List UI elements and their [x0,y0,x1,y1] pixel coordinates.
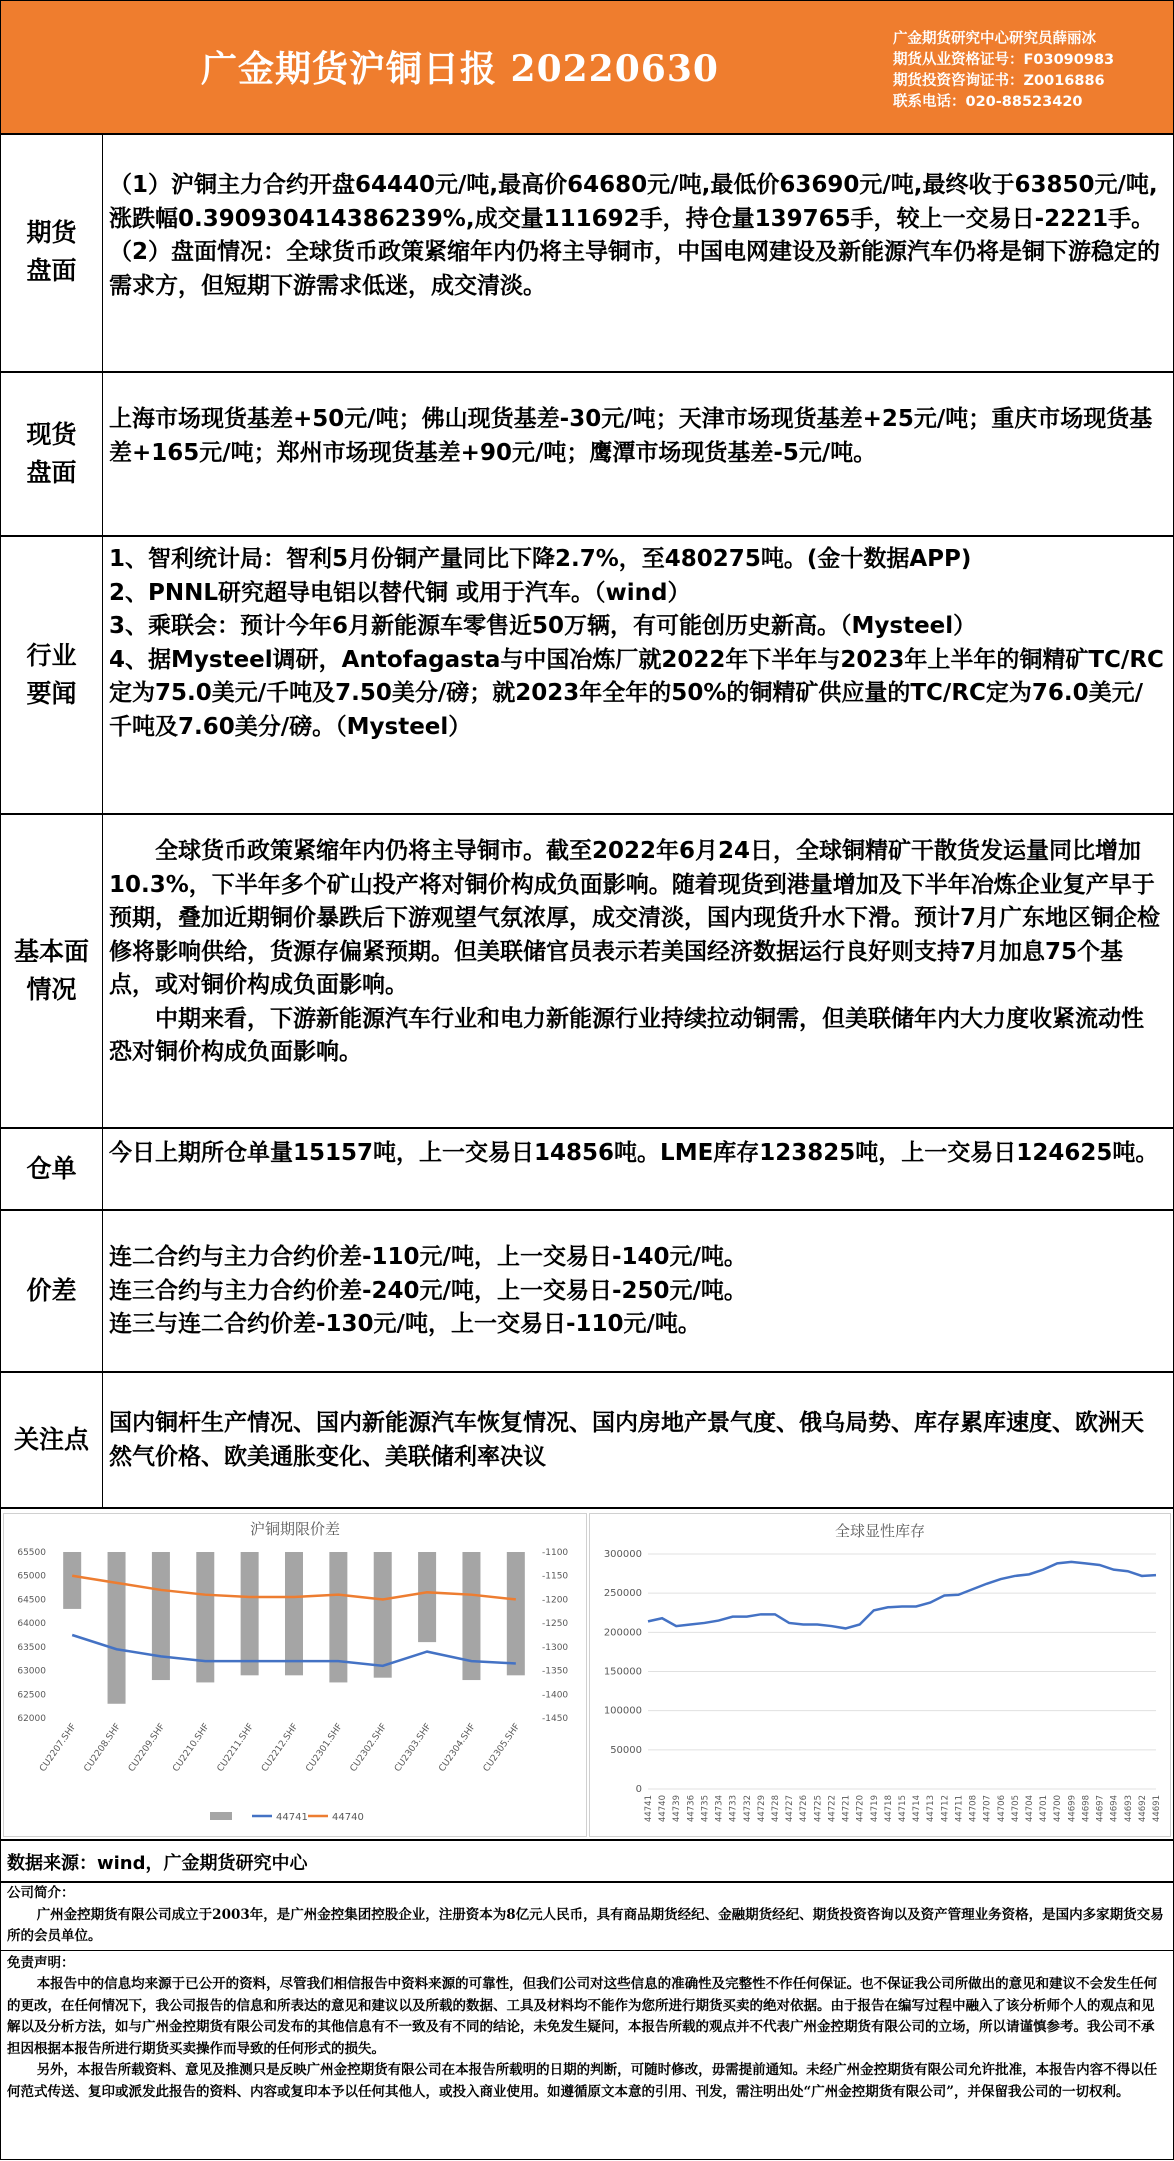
futures-paragraph: （2）盘面情况：全球货币政策紧缩年内仍将主导铜市，中国电网建设及新能源汽车仍将是铜下游稳定的需求方，但短期下游需求低迷，成交清淡。 [109,239,1161,299]
category-tick-label: CU2304.SHF [437,1721,478,1774]
spread-bar [108,1552,126,1704]
x-tick-label: 44700 [1053,1795,1064,1823]
y-tick-label: 0 [635,1784,642,1795]
x-tick-label: 44739 [672,1795,683,1823]
report-title: 广金期货沪铜日报 20220630 [201,48,719,90]
inventory-line [648,1562,1156,1629]
right-tick-label: -1300 [542,1642,569,1653]
spread-line: 连二合约与主力合约价差-110元/吨，上一交易日-140元/吨。 [109,1244,747,1270]
disclaimer-paragraph: 另外，本报告所载资料、意见及推测只是反映广州金控期货有限公司在本报告所载明的日期的判断，可随时修改，毋需提前通知。未经广州金控期货有限公司允许批准，本报告内容不得以任何范式传送、复印或派发此报告的资料、内容或复印本予以任何其他人，或投入商业使用。如遵循原文本意的引用、刊发，需注明出处“广州金控期货有限公司”，并保留我公司的一切权利。 [7,2062,1158,2100]
global-inventory-chart [589,1513,1171,1837]
left-tick-label: 62000 [17,1714,46,1724]
x-tick-label: 44732 [742,1795,753,1823]
section-fundamentals [1,815,1173,1129]
fundamentals-paragraph: 中期来看，下游新能源汽车行业和电力新能源行业持续拉动铜需，但美联储年内大力度收紧流动性恐对铜价构成负面影响。 [109,1005,1144,1065]
disclaimer-paragraph: 本报告中的信息均来源于已公开的资料，尽管我们相信报告中资料来源的可靠性，但我们公司对这些信息的准确性及完整性不作任何保证。也不保证我公司所做出的意见和建议不会发生任何的更改，在任何情况下，我公司报告的信息和所表达的意见和建议以及所载的数据、工具及材料均不能作为您所进行期货买卖的绝对依据。由于报告在编写过程中融入了该分析师个人的观点和见解以及分析方法，如与广州金控期货有限公司发布的其他信息有不一致及有不同的结论，未免发生疑问，本报告所载的观点并不代表广州金控期货有限公司的立场，所以请谨慎参考。我公司不承担因根据本报告所进行期货买卖操作而导致的任何形式的损失。 [7,1976,1158,2057]
x-tick-label: 44718 [883,1795,894,1823]
report-header [1,1,1173,135]
warehouse-paragraph: 今日上期所仓单量15157吨，上一交易日14856吨。LME库存123825吨，上一交易日124625吨。 [109,1140,1159,1166]
right-tick-label: -1250 [542,1619,569,1630]
x-tick-label: 44725 [813,1795,824,1823]
section-label: 现货盘面 [1,373,103,535]
company-text: 广州金控期货有限公司成立于2003年，是广州金控集团控股企业，注册资本为8亿元人民币，具有商品期货经纪、金融期货经纪、期货投资咨询以及资产管理业务资格，是国内多家期货交易所的会员单位。 [7,1906,1164,1944]
chart-title: 沪铜期限价差 [249,1520,341,1538]
data-source: 数据来源：wind，广金期货研究中心 [7,1853,308,1874]
spread-line: 连三与连二合约价差-130元/吨，上一交易日-110元/吨。 [109,1311,701,1337]
x-tick-label: 44697 [1095,1795,1106,1823]
x-tick-label: 44706 [996,1795,1007,1823]
fundamentals-paragraph: 全球货币政策紧缩年内仍将主导铜市。截至2022年6月24日，全球铜精矿干散货发运量同比增加10.3%，下半年多个矿山投产将对铜价构成负面影响。随着现货到港量增加及下半年冶炼企业复产早于预期，叠加近期铜价暴跌后下游观望气氛浓厚，成交清淡，国内现货升水下滑。预计7月广东地区铜企检修将影响供给，货源存偏紧预期。但美联储官员表示若美国经济数据运行良好则支持7月加息75个基点，或对铜价构成负面影响。 [109,838,1161,998]
section-label: 价差 [1,1211,103,1371]
x-tick-label: 44727 [785,1795,796,1823]
category-tick-label: CU2212.SHF [259,1721,301,1774]
section-content [109,1137,1165,1171]
x-tick-label: 44691 [1152,1795,1162,1823]
left-tick-label: 64000 [17,1619,46,1630]
chart-title: 全球显性库存 [834,1522,926,1540]
right-tick-label: -1200 [542,1595,569,1606]
x-tick-label: 44719 [869,1795,880,1823]
section-content [109,169,1165,303]
legend-44740-label: 44740 [332,1812,364,1823]
x-tick-label: 44699 [1067,1795,1078,1823]
x-tick-label: 44714 [912,1795,923,1823]
section-label: 期货盘面 [1,133,103,371]
spread-bar [507,1552,525,1675]
x-tick-label: 44733 [728,1795,739,1823]
left-tick-label: 63500 [17,1642,46,1653]
spread-line: 连三合约与主力合约价差-240元/吨，上一交易日-250元/吨。 [109,1277,747,1304]
spread-bar [374,1552,392,1678]
footer-notes [1,1881,1173,2161]
section-news [1,537,1173,815]
category-tick-label: CU2305.SHF [481,1721,523,1774]
spread-bar [152,1552,170,1680]
spread-bar [196,1552,214,1682]
y-tick-label: 300000 [603,1549,642,1560]
analyst-name: 广金期货研究中心研究员薛丽冰 [893,31,1096,47]
y-tick-label: 50000 [610,1744,642,1756]
x-tick-label: 44707 [982,1795,993,1823]
left-tick-label: 63000 [17,1666,46,1677]
x-tick-label: 44701 [1039,1795,1050,1823]
right-tick-label: -1450 [542,1714,569,1724]
x-tick-label: 44712 [940,1795,951,1823]
spread-bar [241,1552,259,1675]
x-tick-label: 44736 [686,1795,697,1823]
x-tick-label: 44729 [756,1795,767,1823]
focus-paragraph: 国内铜杆生产情况、国内新能源汽车恢复情况、国内房地产景气度、俄乌局势、库存累库速度、欧洲天然气价格、欧美通胀变化、美联储利率决议 [109,1410,1144,1470]
category-tick-label: CU2209.SHF [126,1721,168,1774]
x-tick-label: 44708 [968,1795,979,1823]
legend-44741-label: 44741 [276,1812,308,1823]
section-focus [1,1373,1173,1509]
analyst-info [893,29,1114,113]
section-content [109,403,1165,470]
x-tick-label: 44713 [926,1795,937,1823]
category-tick-label: CU2210.SHF [171,1721,212,1774]
news-item: 3、乘联会：预计今年6月新能源车零售近50万辆，有可能创历史新高。（Mysteel） [109,613,977,639]
charts-area [1,1509,1173,1841]
left-tick-label: 62500 [17,1690,46,1701]
section-spot [1,373,1173,537]
category-tick-label: CU2302.SHF [348,1721,390,1774]
category-tick-label: CU2303.SHF [393,1721,434,1774]
spread-bar [285,1552,303,1675]
right-tick-label: -1400 [542,1690,569,1701]
y-tick-label: 250000 [603,1588,642,1600]
x-tick-label: 44740 [658,1795,669,1823]
analyst-consulting-cert: 期货投资咨询证书：Z0016886 [893,73,1105,89]
category-tick-label: CU2208.SHF [82,1721,124,1774]
x-tick-label: 44693 [1123,1795,1134,1823]
section-label: 基本面情况 [1,815,103,1127]
x-tick-label: 44705 [1010,1795,1021,1823]
section-content [109,835,1165,1070]
x-tick-label: 44698 [1081,1795,1092,1823]
section-futures [1,133,1173,373]
section-label: 行业要闻 [1,537,103,813]
category-tick-label: CU2211.SHF [215,1721,257,1774]
y-tick-label: 150000 [603,1666,642,1678]
section-content [109,543,1165,744]
spread-bar [418,1552,436,1642]
spread-bar [63,1552,81,1609]
right-tick-label: -1150 [542,1571,569,1582]
futures-paragraph: （1）沪铜主力合约开盘64440元/吨,最高价64680元/吨,最低价63690元/吨,最终收于63850元/吨,涨跌幅0.390930414386239%,成交量111692手，持仓量139765手，较上一交易日-2221手。 [109,172,1158,232]
y-tick-label: 200000 [603,1627,642,1639]
left-tick-label: 64500 [17,1595,46,1606]
news-item: 1、智利统计局：智利5月份铜产量同比下降2.7%，至480275吨。(金十数据APP) [109,546,972,572]
x-tick-label: 44728 [771,1795,781,1823]
section-label: 仓单 [1,1129,103,1209]
x-tick-label: 44735 [700,1795,711,1823]
x-tick-label: 44715 [898,1795,908,1823]
right-tick-label: -1350 [542,1666,569,1677]
analyst-qualification: 期货从业资格证号：F03090983 [893,52,1115,68]
spot-paragraph: 上海市场现货基差+50元/吨；佛山现货基差-30元/吨；天津市场现货基差+25元/吨；重庆市场现货基差+165元/吨；郑州市场现货基差+90元/吨；鹰潭市场现货基差-5元/吨。 [109,406,1153,466]
term-spread-chart [3,1513,587,1837]
category-tick-label: CU2301.SHF [304,1721,345,1774]
disclaimer-heading: 免责声明： [7,1954,75,1971]
section-content [109,1241,1165,1342]
section-content [109,1407,1165,1474]
news-item: 4、据Mysteel调研，Antofagasta与中国冶炼厂就2022年下半年与2023年上半年的铜精矿TC/RC定为75.0美元/千吨及7.50美分/磅；就2023年全年的50%的铜精矿供应量的TC/RC定为76.0美元/千吨及7.60美分/磅。（Mysteel） [109,646,1164,740]
left-tick-label: 65000 [17,1571,46,1582]
news-item: 2、PNNL研究超导电铝以替代铜 或用于汽车。（wind） [109,579,691,606]
x-tick-label: 44720 [855,1795,866,1823]
x-tick-label: 44722 [827,1795,838,1823]
analyst-phone: 联系电话：020-88523420 [893,94,1083,110]
left-tick-label: 65500 [17,1548,46,1558]
x-tick-label: 44741 [644,1795,654,1823]
x-tick-label: 44711 [954,1795,965,1823]
section-spread [1,1211,1173,1373]
x-tick-label: 44704 [1025,1795,1035,1823]
term-spread-chart-svg [4,1514,586,1836]
category-tick-label: CU2207.SHF [38,1721,79,1774]
global-inventory-chart-svg [590,1514,1170,1836]
company-heading: 公司简介： [7,1885,75,1901]
x-tick-label: 44692 [1137,1795,1148,1823]
x-tick-label: 44694 [1109,1795,1120,1823]
x-tick-label: 44721 [841,1795,852,1823]
x-tick-label: 44726 [799,1795,810,1823]
x-tick-label: 44734 [714,1795,725,1823]
legend-bar-swatch [210,1812,232,1820]
section-label: 关注点 [1,1373,103,1507]
y-tick-label: 100000 [603,1705,642,1717]
section-warehouse [1,1129,1173,1211]
divider [1,1950,1173,1951]
right-tick-label: -1100 [542,1548,569,1558]
